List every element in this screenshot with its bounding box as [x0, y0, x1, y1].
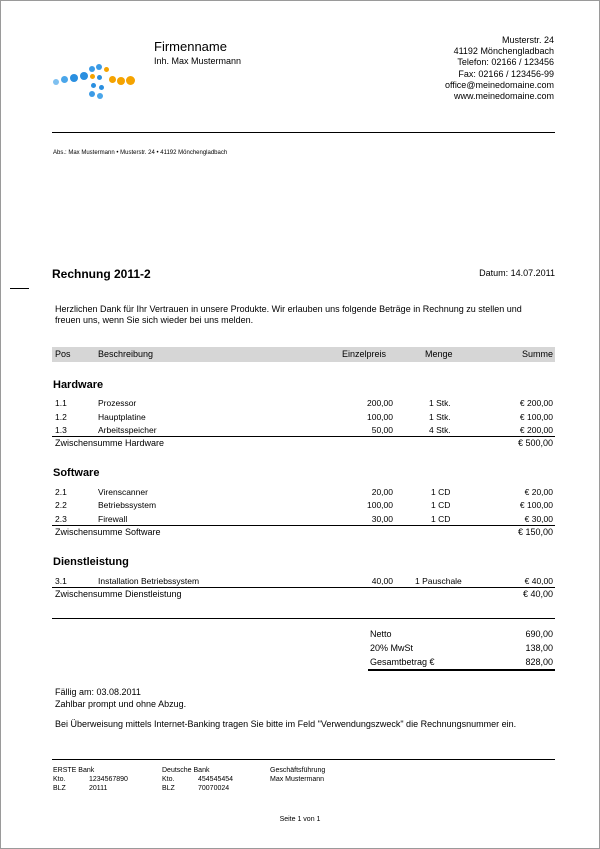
vat-value: 138,00 — [525, 643, 553, 653]
invoice-date: Datum: 14.07.2011 — [479, 268, 555, 278]
subtotal-divider — [52, 436, 555, 437]
subtotal-label: Zwischensumme Dienstleistung — [55, 589, 182, 599]
fold-mark — [10, 288, 29, 289]
footer-bank: ERSTE Bank Kto. 1234567890 BLZ 20111 — [53, 767, 128, 792]
intro-text-line-1: Herzlichen Dank für Ihr Vertrauen in unsere Produkte. Wir erlauben uns folgende Beträge in Rechnung zu stellen und — [55, 304, 522, 314]
header-divider — [52, 132, 555, 133]
payment-note: Bei Überweisung mittels Internet-Banking tragen Sie bitte im Feld "Verwendungszweck" die Rechnungsnummer ein. — [55, 719, 517, 729]
subtotal-label: Zwischensumme Software — [55, 527, 161, 537]
footer-bank-2: Deutsche Bank Kto. 454545454 BLZ 70070024 — [162, 767, 234, 792]
subtotal-value: € 40,00 — [522, 589, 553, 599]
subtotal-value: € 150,00 — [517, 527, 553, 537]
col-sum: Summe — [521, 349, 553, 359]
payment-terms: Zahlbar prompt und ohne Abzug. — [55, 699, 187, 709]
net-label: Netto — [370, 629, 392, 639]
col-description: Beschreibung — [98, 349, 154, 359]
totals-divider — [52, 618, 555, 619]
col-quantity: Menge — [425, 349, 453, 359]
vat-label: 20% MwSt — [370, 643, 414, 653]
company-logo — [53, 63, 137, 101]
subtotal-divider — [52, 525, 555, 526]
net-value: 690,00 — [525, 629, 553, 639]
group-title: Hardware — [53, 379, 104, 391]
due-date: Fällig am: 03.08.2011 — [55, 687, 141, 697]
company-owner: Inh. Max Mustermann — [154, 56, 242, 66]
page-number: Seite 1 von 1 — [279, 816, 321, 823]
footer-management: Geschäftsführung Max Mustermann — [270, 767, 326, 783]
sender-line: Abs.: Max Mustermann • Musterstr. 24 • 41192 Mönchengladbach — [53, 150, 228, 156]
invoice-title: Rechnung 2011-2 — [52, 267, 151, 281]
group-title: Dienstleistung — [53, 556, 129, 568]
gross-value: 828,00 — [525, 657, 553, 667]
footer-divider — [52, 759, 555, 760]
subtotal-divider — [52, 587, 555, 588]
intro-text-line-2: freuen uns, wenn Sie sich wieder bei uns melden. — [55, 315, 254, 325]
company-name: Firmenname — [154, 39, 227, 54]
subtotal-value: € 500,00 — [517, 438, 553, 448]
invoice-page: Firmenname Inh. Max Mustermann Musterstr. 24 41192 Mönchengladbach Telefon: 02166 / 123456 Fax: 02166 / 123456-99 office@meinedomaine.com www.meinedomaine.com Abs.: Max Mustermann • Musterstr. 24 • 41192 Mönchengladbach Rechnung 2011-2 Datum: 14.07.2011 Herzlichen Dank für Ihr Vertrauen in unsere Produkte. Wir erlauben uns folgende Beträge in Rechnung zu stellen und freuen uns, wenn Sie sich wieder bei uns melden. Pos Beschreibung Einzelpreis Menge Summe Hardware 1.1 Prozessor 200,00 1 Stk. € 200,00 1.2 Hauptplatine 100,00 1 Stk. € 100,00 1.3 Arbeitsspeicher 50,00 4 Stk. € 200,00 Zwischensumme Hardware € 500,00 Software 2.1 Virenscanner 20,00 1 CD € 20,00 2.2 Betriebssystem 100,00 1 CD € 100,00 2.3 Firewall 30,00 1 CD € 30,00 Zwischensumme Software € 150,00 Dienstleistung 3.1 Installation Betriebssystem 40,00 1 Pauschale € 40,00 Zwischensumme Dienstleistung € 40,00 Netto 690,00 20% MwSt 138,00 Gesamtbetrag € 828,00 Fällig am: 03.08.2011 Zahlbar prompt und ohne Abzug. Bei Überweisung mittels Internet-Banking tragen Sie bitte im Feld "Verwendungszweck" die Rechnungsnummer ein. ERSTE Bank Kto. 1234567890 BLZ 20111 Deutsche Bank Kto. 454545454 BLZ 70070024 Geschäftsführung Max Mustermann Seite 1 von 1 — [0, 0, 600, 849]
gross-underline — [368, 669, 555, 672]
subtotal-label: Zwischensumme Hardware — [55, 438, 165, 448]
gross-label: Gesamtbetrag € — [370, 657, 435, 667]
group-title: Software — [53, 467, 100, 479]
col-pos: Pos — [55, 349, 71, 359]
company-address: Musterstr. 24 41192 Mönchengladbach Telefon: 02166 / 123456 Fax: 02166 / 123456-99 office@meinedomaine.com www.meinedomaine.com — [444, 35, 554, 102]
col-unit-price: Einzelpreis — [342, 349, 387, 359]
